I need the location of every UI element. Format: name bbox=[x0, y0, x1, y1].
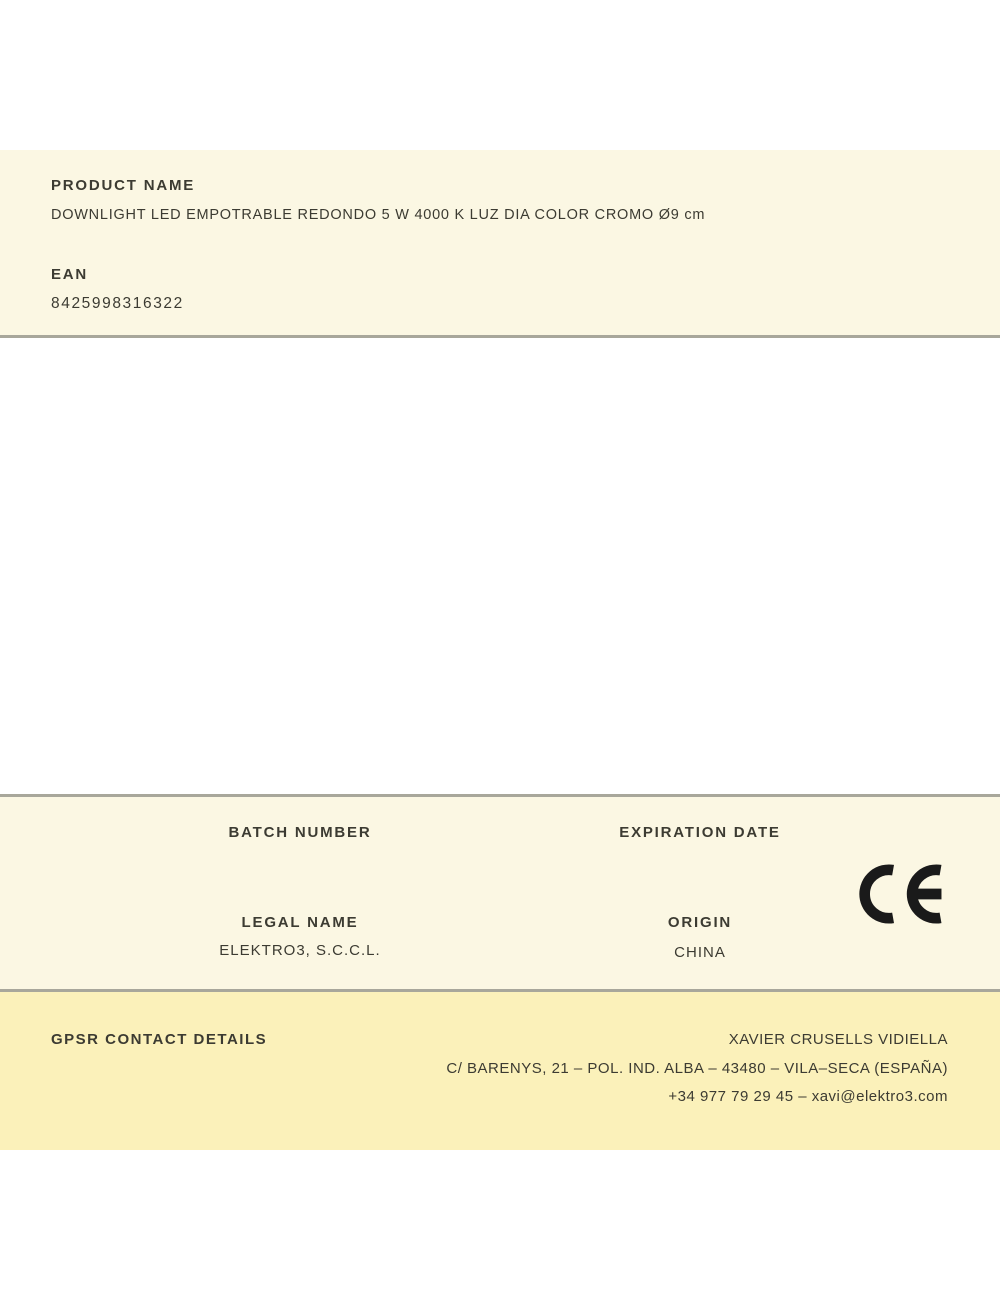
batch-legal-section bbox=[0, 794, 1000, 992]
origin-label: ORIGIN bbox=[667, 914, 733, 931]
product-name-label: PRODUCT NAME bbox=[51, 177, 196, 194]
ean-label: EAN bbox=[51, 266, 89, 283]
ean-value: 8425998316322 bbox=[51, 295, 184, 312]
gpsr-contact-section bbox=[0, 992, 1000, 1150]
gpsr-contact-person: XAVIER CRUSELLS VIDIELLA bbox=[728, 1031, 948, 1048]
legal-name-label: LEGAL NAME bbox=[241, 914, 359, 931]
gpsr-contact-block bbox=[446, 1026, 948, 1112]
ce-mark-icon bbox=[858, 863, 943, 925]
batch-number-label: BATCH NUMBER bbox=[228, 824, 372, 841]
origin-value: CHINA bbox=[674, 944, 726, 961]
gpsr-contact-phone-email: +34 977 79 29 45 – xavi@elektro3.com bbox=[668, 1088, 948, 1105]
product-name-value: DOWNLIGHT LED EMPOTRABLE REDONDO 5 W 4000 K LUZ DIA COLOR CROMO Ø9 cm bbox=[51, 207, 706, 223]
legal-name-value: ELEKTRO3, S.C.C.L. bbox=[219, 942, 381, 959]
expiration-date-label: EXPIRATION DATE bbox=[619, 824, 781, 841]
gpsr-contact-address: C/ BARENYS, 21 – POL. IND. ALBA – 43480 – VILA–SECA (ESPAÑA) bbox=[446, 1059, 948, 1077]
gpsr-contact-title: GPSR CONTACT DETAILS bbox=[51, 1031, 268, 1048]
product-info-section bbox=[0, 150, 1000, 338]
